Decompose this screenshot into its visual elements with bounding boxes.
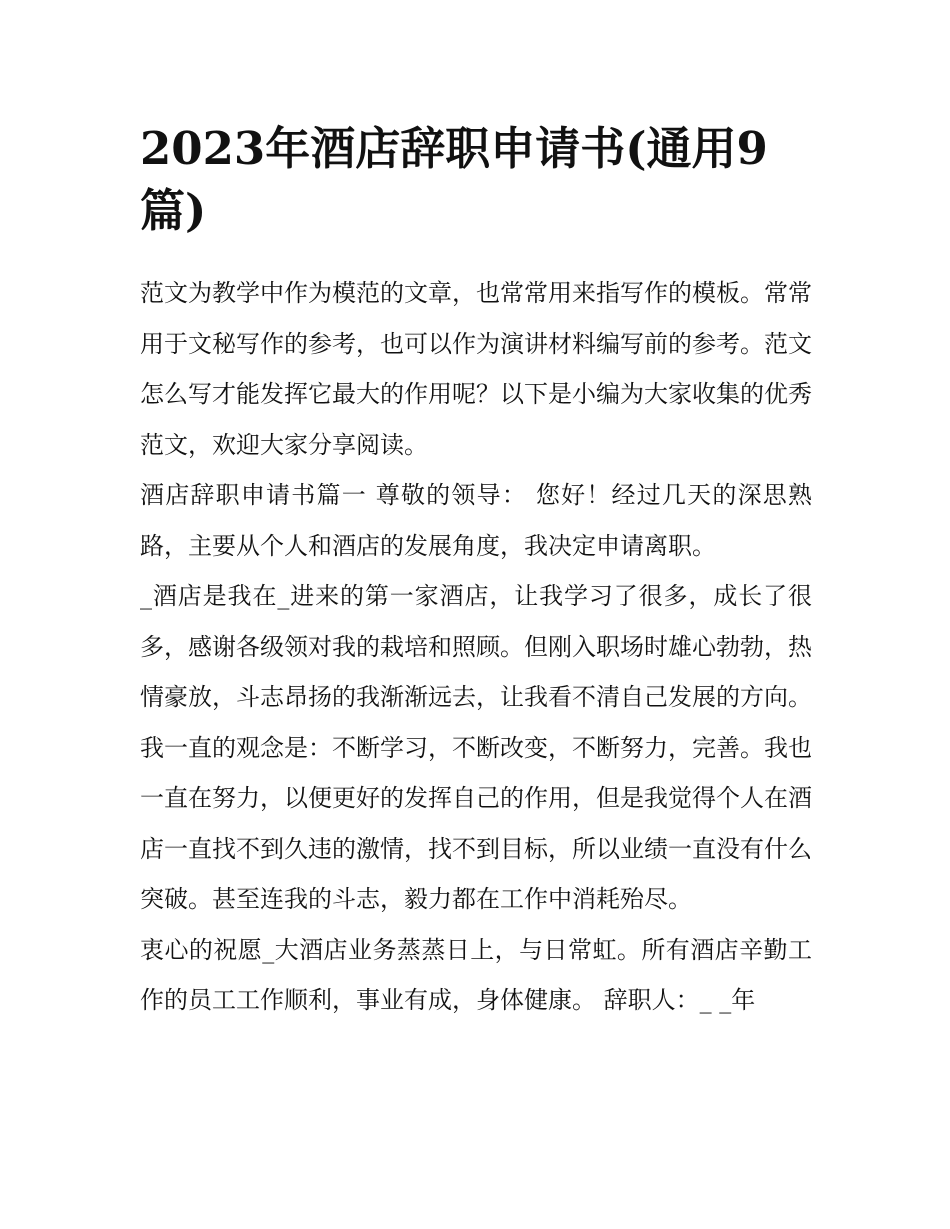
intro-paragraph: 范文为教学中作为模范的文章，也常常用来指写作的模板。常常用于文秘写作的参考，也可以作为演讲材料编写前的参考。范文怎么写才能发挥它最大的作用呢？以下是小编为大家收集的优秀范文，欢迎大家分享阅读。 (140, 279, 812, 459)
letter-body-paragraph: _酒店是我在_进来的第一家酒店，让我学习了很多，成长了很多，感谢各级领对我的栽培和照顾。但刚入职场时雄心勃勃，热情豪放，斗志昂扬的我渐渐远去，让我看不清自己发展的方向。我一直的观念是：不断学习，不断改变，不断努力，完善。我也一直在努力，以便更好的发挥自己的作用，但是我觉得个人在酒店一直找不到久违的激情，找不到目标，所以业绩一直没有什么突破。甚至连我的斗志，毅力都在工作中消耗殆尽。 (140, 582, 812, 913)
document-page (140, 118, 812, 1026)
letter-opening-paragraph: 酒店辞职申请书篇一 尊敬的领导： 您好！经过几天的深思熟路，主要从个人和酒店的发展角度，我决定申请离职。 (140, 481, 812, 560)
letter-closing-paragraph: 衷心的祝愿_大酒店业务蒸蒸日上，与日常虹。所有酒店辛勤工作的员工工作顺利，事业有成，身体健康。 辞职人：_ _年 (140, 935, 812, 1014)
document-title: 2023年酒店辞职申请书(通用9篇) (140, 122, 768, 237)
